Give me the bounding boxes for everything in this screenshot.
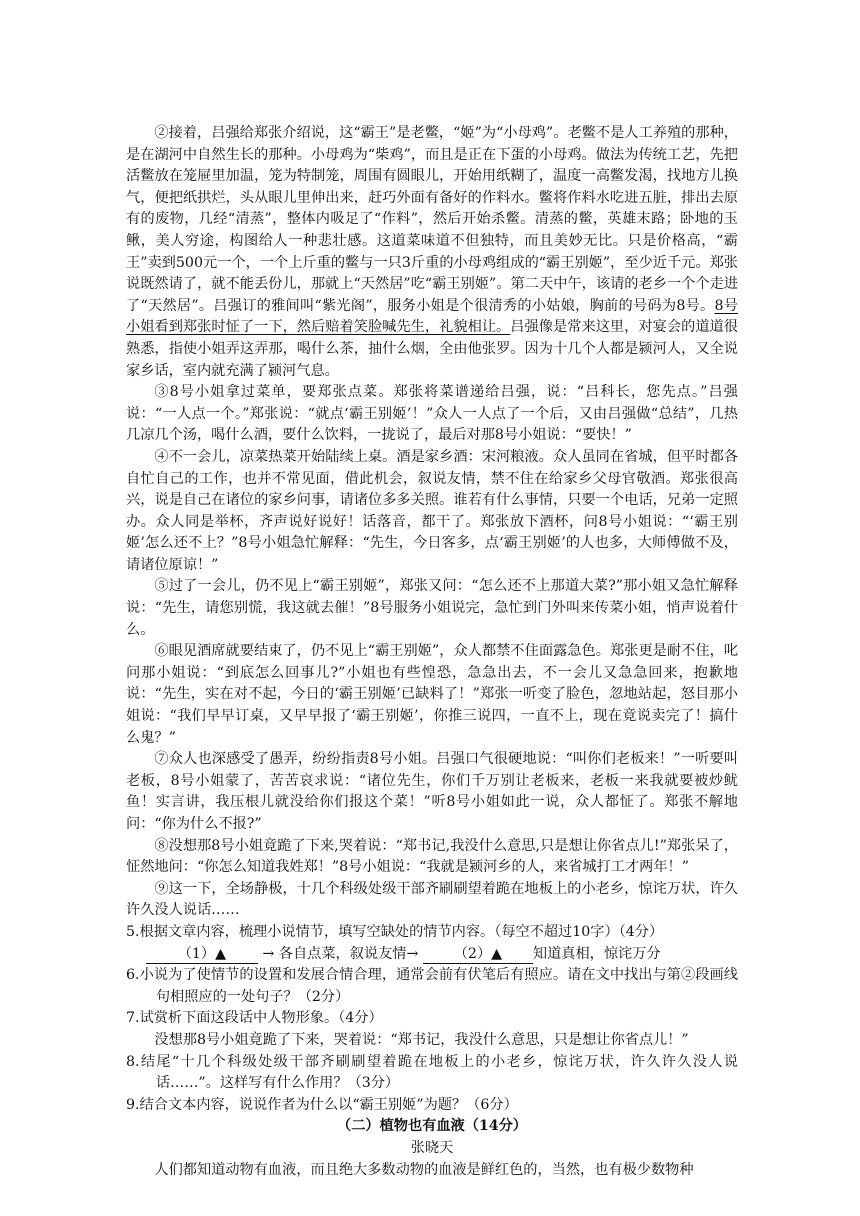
section-2-first-line: 人们都知道动物有血液，而且绝大多数动物的血液是鲜红色的，当然，也有极少数物种 [154, 1161, 694, 1178]
paragraph-4: ④不一会儿，凉菜热菜开始陆续上桌。酒是家乡酒：宋河粮液。众人虽同在省城，但平时都各自忙自己的工作，也并不常见面，借此机会，叙说友情，禁不住在给家乡父母官敬酒。郑张很高兴，说是自己在诸位的家乡问事，请诸位多多关照。谁若有什么事情，只要一个电话，兄弟一定照办。众人同是举杯，齐声说好说好！话落音，都干了。郑张放下酒杯，问8号小姐说：“‘霸王别姬’怎么还不上？”8号小姐急忙解释：“先生，今日客多，点‘霸王别姬’的人也多，大师傅做不及，请诸位原谅！” [126, 448, 738, 573]
question-5: 5.根据文章内容，梳理小说情节，填写空缺处的情节内容。（每空不超过10字）（4分） [126, 923, 664, 940]
question-9: 9.结合文本内容，说说作者为什么以“霸王别姬”为题？（6分） [126, 1096, 518, 1113]
paragraph-5: ⑤过了一会儿，仍不见上“霸王别姬”，郑张又问：“怎么还不上那道大菜?”那小姐又急忙解释说：“先生，请您别慌，我这就去催！”8号服务小姐说完，急忙到门外叫来传菜小姐，悄声说着什么。 [126, 578, 738, 638]
paragraph-3: ③8号小姐拿过菜单，要郑张点菜。郑张将菜谱递给吕强，说：“吕科长，您先点。”吕强说：“一人点一个。”郑张说：“就点‘霸王别姬’！”众人一人点了一个后，又由吕强做“总结”，几热几凉几个汤，喝什么酒，要什么饮料，一拢说了，最后对那8号小姐说：“要快！” [126, 384, 738, 444]
question-7: 7.试赏析下面这段话中人物形象。（4分） [126, 1010, 383, 1027]
question-8: 8.结尾“十几个科级处级干部齐刷刷望着跪在地板上的小老乡，惊诧万状，许久许久没人说话……”。这样写有什么作用？（3分） [126, 1053, 738, 1092]
paragraph-2-text-b: 吕强像是常来这里，对宴会的道道很熟悉，指使小姐弄这弄那，喝什么茶，抽什么烟，全由他张罗。因为十几个人都是颍河人，又全说家乡话，室内就充满了颍河气息。 [126, 319, 738, 379]
question-7-quote: 没想那8号小姐竟跪了下来，哭着说：“郑书记，我没什么意思，只是想让你省点儿！” [154, 1031, 689, 1048]
section-2-title: （二）植物也有血液（14分） [337, 1118, 527, 1135]
paragraph-8: ⑧没想那8号小姐竟跪了下来,哭着说：“郑书记,我没什么意思,只是想让你省点儿!”郑张呆了，怔然地问：“你怎么知道我姓郑！”8号小姐说：“我就是颍河乡的人，来省城打工才两年！” [126, 837, 738, 876]
plot-arrow-text: → 各自点菜，叙说友情→ [262, 945, 419, 962]
underlined-sentence: 8号小姐看到郑张时怔了一下，然后赔着笑脸喊先生，礼貌相让。 [126, 297, 738, 336]
paragraph-2-text-a: ②接着，吕强给郑张介绍说，这“霸王”是老鳖，“姬”为“小母鸡”。老鳖不是人工养殖的那种，是在湖河中自然生长的那种。小母鸡为“柴鸡”，而且是正在下蛋的小母鸡。做法为传统工艺，先把活鳖放在笼屉里加温，笼为特制笼，周围有圆眼儿，开始用纸糊了，温度一高鳖发渴，找地方儿换气，便把纸拱烂，头从眼儿里伸出来，赶巧外面有备好的作料水。鳖将作料水吃进五脏，排出去原有的废物，几经“清蒸”，整体内吸足了“作料”，然后开始杀鳖。清蒸的鳖，英雄末路；卧地的玉鳅，美人穷途，构图给人一种悲壮感。这道菜味道不但独特，而且美妙无比。只是价格高，“霸王”卖到500元一个，一个上斤重的鳖与一只3斤重的小母鸡组成的“霸王别姬”，至少近千元。郑张说既然请了，就不能丢份儿，那就上“天然居”吃“霸王别姬”。第二天中午，该请的老乡一个个走进了“天然居”。吕强订的雅间叫“紫光阁”，服务小姐是个很清秀的小姑娘，胸前的号码为8号。 [126, 125, 738, 314]
plot-ending-text: 知道真相，惊诧万分 [532, 945, 661, 962]
paragraph-2 [126, 123, 738, 382]
answer-blank-2[interactable]: （2）▲ [423, 945, 533, 964]
question-6: 6.小说为了使情节的设置和发展合情合理，通常会前有伏笔后有照应。请在文中找出与第②段画线句相照应的一处句子？（2分） [126, 967, 738, 1005]
answer-blank-1[interactable]: （1）▲ [146, 945, 258, 964]
question-5-blanks [126, 944, 738, 966]
paragraph-7: ⑦众人也深感受了愚弄，纷纷指责8号小姐。吕强口气很硬地说：“叫你们老板来！”一听要叫老板，8号小姐蒙了，苦苦哀求说：“诸位先生，你们千万别让老板来，老板一来我就要被炒鱿鱼！实言讲，我压根儿就没给你们报这个菜！”听8号小姐如此一说，众人都怔了。郑张不解地问：“你为什么不报?” [126, 751, 738, 832]
paragraph-6: ⑥眼见酒席就要结束了，仍不见上“霸王别姬”，众人都禁不住面露急色。郑张更是耐不住，叱问那小姐说：“到底怎么回事儿?”小姐也有些惶恐，急急出去，不一会儿又急急回来，抱歉地说：“先生，实在对不起，今日的‘霸王别姬’已缺料了！”郑张一听变了脸色，忽地站起，怒目那小姐说：“我们早早订桌，又早早报了‘霸王别姬’，你推三说四，一直不上，现在竟说卖完了！搞什么鬼？” [126, 643, 738, 746]
section-2-author: 张晓天 [410, 1139, 454, 1156]
paragraph-9: ⑨这一下，全场静极，十几个科级处级干部齐刷刷望着跪在地板上的小老乡，惊诧万状，许久许久没人说话…… [126, 880, 738, 919]
